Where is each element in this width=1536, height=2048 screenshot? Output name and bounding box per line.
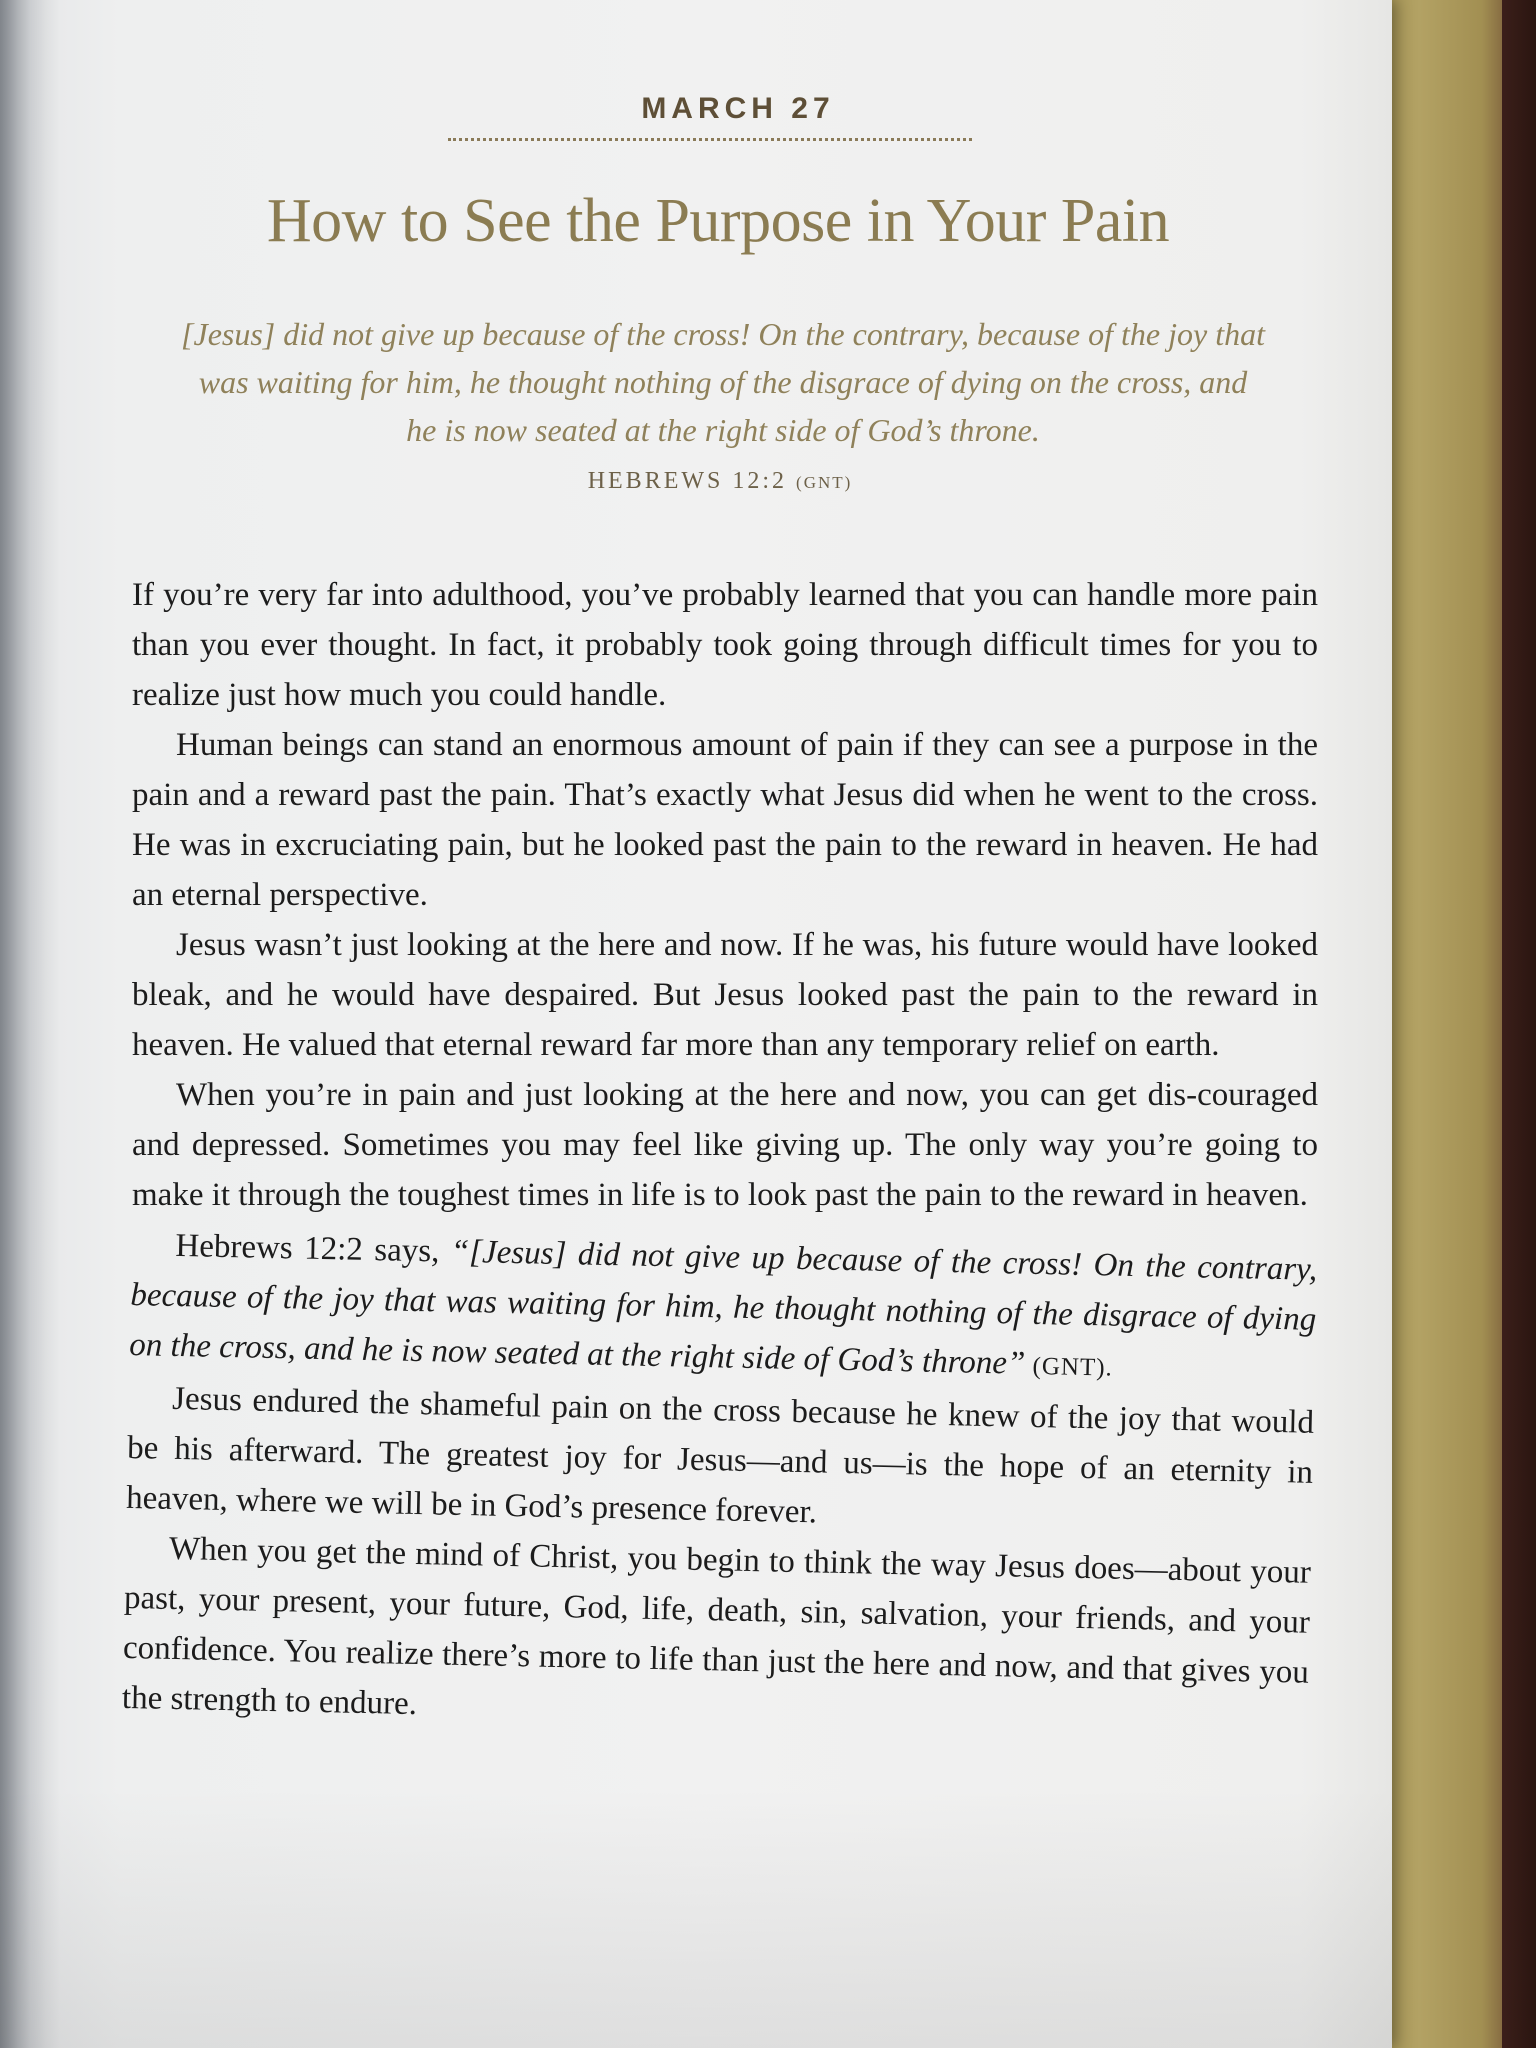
quote-version: (GNT). — [1025, 1352, 1114, 1382]
quote-lead: Hebrews 12:2 says, — [175, 1227, 452, 1270]
body-paragraph-4: When you’re in pain and just looking at the here and now, you can get dis-couraged and depressed. Sometimes you may feel like giving up. The only way you’re going to make it through the toughest times in life is to look past the pain to the reward in heaven. — [132, 1077, 1318, 1213]
quote-italic: “[Jesus] did not give up because of the cross! On the contrary, because of the joy that was waiting for him, he thought nothing of the disgrace of dying on the cross, and he is now seated at the right side of God’s throne” — [129, 1233, 1318, 1382]
epigraph-quote: [Jesus] did not give up because of the cross! On the contrary, because of the joy that was waiting for him, he thought nothing of the disgrace of dying on the cross, and he is now seated at the right side of God’s throne. — [181, 316, 1265, 448]
epigraph-reference — [0, 468, 1440, 495]
body-paragraph-7: When you get the mind of Christ, you begin to think the way Jesus does—about your past, your present, your future, God, life, death, sin, salvation, your friends, and your confidence. You realize there’s more to life than just the here and now, and that gives you the strength to endure. — [121, 1530, 1312, 1723]
page-shadow — [0, 1788, 1392, 2048]
body-paragraph-3: Jesus wasn’t just looking at the here and now. If he was, his future would have looked bleak, and he would have despaired. But Jesus looked past the pain to the reward in heaven. He valued that eternal reward far more than any temporary relief on earth. — [132, 927, 1318, 1063]
background-surface — [1502, 0, 1536, 2048]
epigraph-version: (GNT) — [796, 473, 853, 492]
page-title: How to See the Purpose in Your Pain — [266, 187, 1170, 255]
body-paragraph-2: Human beings can stand an enormous amount of pain if they can see a purpose in the pain and a reward past the pain. That’s exactly what Jesus did when he went to the cross. He was in excruciating pain, but he looked past the pain to the reward in heaven. He had an eternal perspective. — [132, 727, 1318, 913]
body-paragraph-1: If you’re very far into adulthood, you’ve probably learned that you can handle more pain than you ever thought. In fact, it probably took going through difficult times for you to realize just how much you could handle. — [132, 577, 1318, 713]
page-gutter-shadow — [0, 0, 60, 2048]
dotted-divider — [448, 138, 972, 141]
body-paragraph-quote — [129, 1220, 1318, 1398]
epigraph-reference-text: HEBREWS 12:2 — [587, 468, 788, 494]
body-paragraph-6: Jesus endured the shameful pain on the cross because he knew of the joy that would be his afterward. The greatest joy for Jesus—and us—is the hope of an eternity in heaven, where we will be in God’s presence forever. — [125, 1380, 1315, 1531]
devotional-body — [121, 570, 1318, 1723]
date-label: MARCH 27 — [641, 92, 835, 125]
body-lower-section — [121, 1220, 1317, 1748]
